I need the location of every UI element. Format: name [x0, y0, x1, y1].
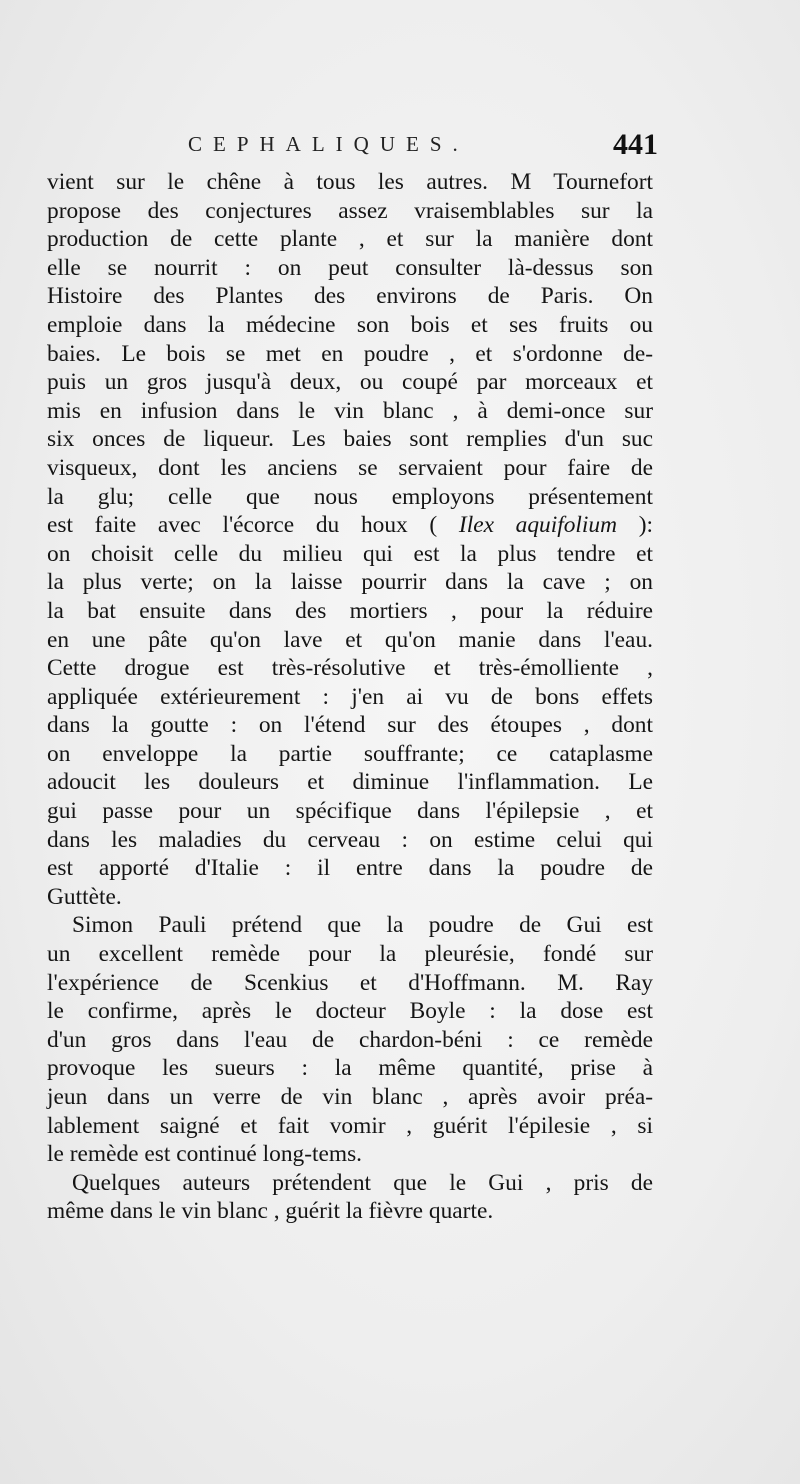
text-line: production de cette plante , et sur la manière dont — [47, 226, 653, 253]
text-line: la bat ensuite dans des mortiers , pour la réduire — [47, 597, 653, 624]
text-line: dans la goutte : on l'étend sur des étoupes , dont — [47, 712, 653, 739]
text-line: Histoire des Plantes des environs de Paris. On — [47, 283, 653, 310]
text-line: la glu; celle que nous employons présentement — [47, 483, 653, 510]
text-line: on enveloppe la partie souffrante; ce cataplasme — [47, 740, 653, 767]
text-line: adoucit les douleurs et diminue l'inflammation. Le — [47, 769, 653, 796]
text-line: lablement saigné et fait vomir , guérit l'épilesie , si — [47, 1112, 653, 1139]
text-line: le confirme, après le docteur Boyle : la dose est — [47, 998, 653, 1025]
text-line: appliquée extérieurement : j'en ai vu de bons effets — [47, 683, 653, 710]
text-line: est apporté d'Italie : il entre dans la poudre de — [47, 855, 653, 882]
paragraph-start-line: Quelques auteurs prétendent que le Gui , pris de — [72, 1169, 653, 1196]
text-line: est faite avec l'écorce du houx ( Ilex aquifolium ): — [47, 512, 653, 539]
text-line: d'un gros dans l'eau de chardon-béni : ce remède — [47, 1026, 653, 1053]
text-line: Cette drogue est très-résolutive et très-émolliente , — [47, 655, 653, 682]
text-line: provoque les sueurs : la même quantité, prise à — [47, 1055, 653, 1082]
text-line: visqueux, dont les anciens se servaient pour faire de — [47, 454, 653, 481]
text-line: jeun dans un verre de vin blanc , après avoir préa- — [47, 1084, 653, 1110]
text-line: l'expérience de Scenkius et d'Hoffmann. M. Ray — [47, 969, 653, 996]
text-line: dans les maladies du cerveau : on estime celui qui — [47, 826, 653, 853]
latin-name: Ilex aquifolium — [458, 512, 618, 539]
body-text — [47, 168, 653, 1226]
text-line: propose des conjectures assez vraisemblables sur la — [47, 197, 653, 224]
paragraph-end-line: même dans le vin blanc , guérit la fièvre quarte. — [47, 1198, 494, 1225]
text-line: vient sur le chêne à tous les autres. M Tournefort — [47, 169, 653, 195]
running-head: CEPHALIQUES. — [188, 132, 469, 156]
text-line: un excellent remède pour la pleurésie, fondé sur — [47, 941, 653, 968]
paragraph-end-line: Guttète. — [47, 883, 122, 910]
text-line: puis un gros jusqu'à deux, ou coupé par morceaux et — [47, 369, 653, 396]
paragraph-start-line: Simon Pauli prétend que la poudre de Gui est — [72, 912, 653, 939]
text-line: six onces de liqueur. Les baies sont remplies d'un suc — [47, 426, 653, 453]
paragraph-end-line: le remède est continué long-tems. — [47, 1141, 363, 1168]
text-line: la plus verte; on la laisse pourrir dans la cave ; on — [47, 569, 653, 596]
text-line: elle se nourrit : on peut consulter là-dessus son — [47, 254, 653, 281]
text-line: baies. Le bois se met en poudre , et s'ordonne de- — [47, 340, 653, 367]
text-line: mis en infusion dans le vin blanc , à demi-once sur — [47, 397, 653, 424]
text-line: en une pâte qu'on lave et qu'on manie dans l'eau. — [47, 626, 653, 653]
text-line: gui passe pour un spécifique dans l'épilepsie , et — [47, 798, 653, 825]
text-line: on choisit celle du milieu qui est la plus tendre et — [47, 540, 653, 567]
page-number: 441 — [613, 128, 658, 161]
text-line: emploie dans la médecine son bois et ses fruits ou — [47, 311, 653, 338]
